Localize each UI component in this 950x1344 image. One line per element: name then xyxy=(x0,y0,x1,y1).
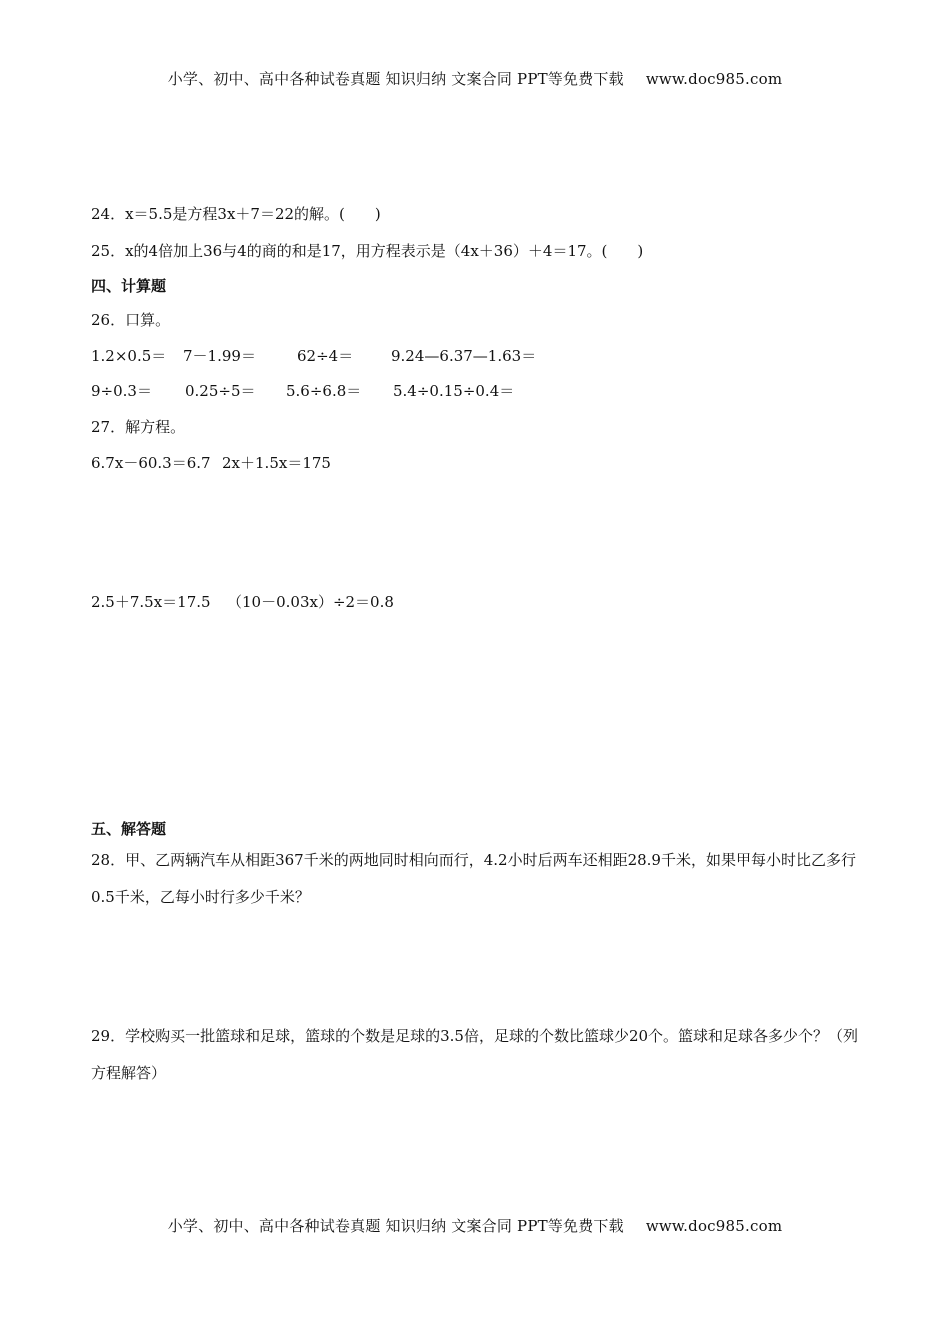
footer-text: 小学、初中、高中各种试卷真题 知识归纳 文案合同 PPT等免费下载 xyxy=(167,1217,624,1235)
question-29: 29．学校购买一批篮球和足球，篮球的个数是足球的3.5倍，足球的个数比篮球少20个。篮球和足球各多少个？（列方程解答） xyxy=(91,1027,859,1082)
header-text: 小学、初中、高中各种试卷真题 知识归纳 文案合同 PPT等免费下载 xyxy=(167,70,624,88)
equation-item: 6.7x－60.3＝6.7 xyxy=(91,454,211,472)
footer-site[interactable]: www.doc985.com xyxy=(645,1217,783,1235)
mental-math-item: 0.25÷5＝ xyxy=(185,382,256,400)
mental-math-item: 9.24—6.37—1.63＝ xyxy=(391,347,537,365)
question-27-title: 27．解方程。 xyxy=(91,418,186,436)
section-heading-calculation: 四、计算题 xyxy=(91,277,167,295)
question-26-title: 26．口算。 xyxy=(91,311,171,329)
page-footer xyxy=(0,1215,950,1236)
page-header xyxy=(0,68,950,89)
mental-math-item: 5.6÷6.8＝ xyxy=(286,382,362,400)
header-site[interactable]: www.doc985.com xyxy=(645,70,783,88)
question-25: 25．x的4倍加上36与4的商的和是17，用方程表示是（4x＋36）＋4＝17。( ) xyxy=(91,242,644,260)
question-24: 24．x＝5.5是方程3x＋7＝22的解。( ) xyxy=(91,205,381,223)
equation-item: 2.5＋7.5x＝17.5 xyxy=(91,593,211,611)
equation-item: 2x＋1.5x＝175 xyxy=(222,454,331,472)
section-heading-word-problems: 五、解答题 xyxy=(91,820,167,838)
mental-math-item: 5.4÷0.15÷0.4＝ xyxy=(393,382,515,400)
mental-math-item: 9÷0.3＝ xyxy=(91,382,152,400)
question-28: 28．甲、乙两辆汽车从相距367千米的两地同时相向而行，4.2小时后两车还相距28.9千米，如果甲每小时比乙多行0.5千米，乙每小时行多少千米？ xyxy=(91,851,856,906)
mental-math-item: 62÷4＝ xyxy=(297,347,354,365)
mental-math-item: 7－1.99＝ xyxy=(183,347,256,365)
mental-math-item: 1.2×0.5＝ xyxy=(91,347,167,365)
equation-item: （10－0.03x）÷2＝0.8 xyxy=(227,593,394,611)
